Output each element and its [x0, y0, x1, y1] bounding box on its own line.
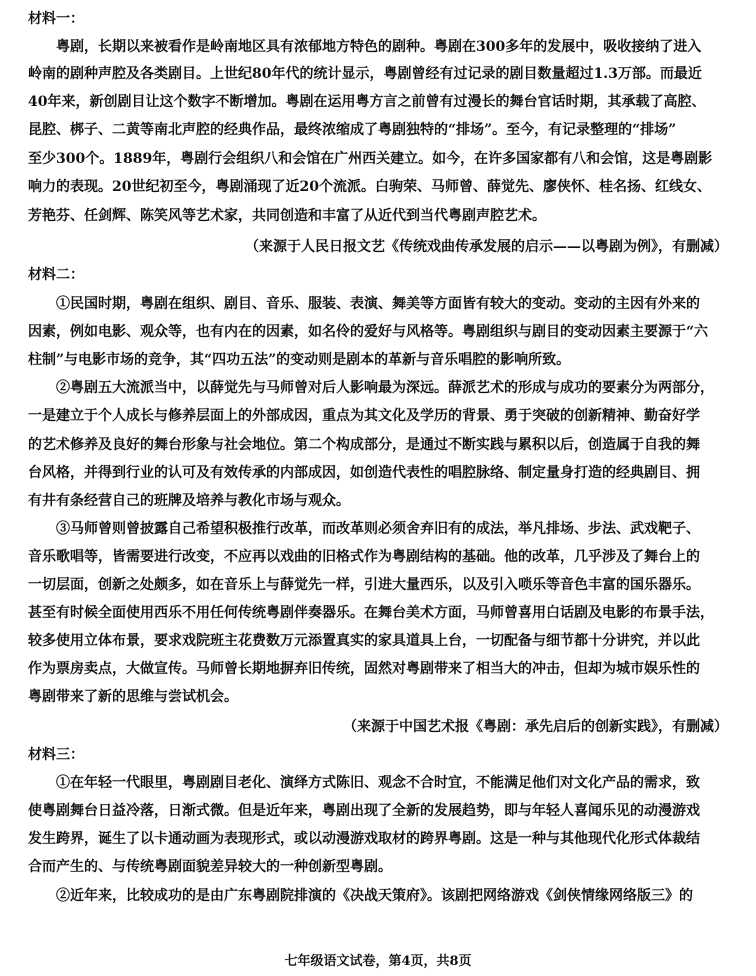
material1-line: 响力的表现。20世纪初至今，粤剧涌现了近20个流派。白驹荣、马师曾、薛觉先、廖侠怀、桂名扬、红线女、 [28, 179, 711, 195]
material1-line: 粤剧，长期以来被看作是岭南地区具有浓郁地方特色的剧种。粤剧在300多年的发展中，吸收接纳了进入 [56, 39, 702, 55]
material1-source: （来源于人民日报文艺《传统戏曲传承发展的启示——以粤剧为例》，有删减） [245, 239, 728, 255]
material2-line: 一切层面，创新之处颇多，如在音乐上与薛觉先一样，引进大量西乐，以及引入唢乐等音色丰富的国乐器乐。 [28, 577, 700, 593]
material2-line: 较多使用立体布景，要求戏院班主花费数万元添置真实的家具道具上台，一切配备与细节都十分讲究，并以此 [28, 633, 700, 649]
material2-line: 粤剧带来了新的思维与尝试机会。 [28, 689, 238, 705]
material3-line: 合而产生的、与传统粤剧面貌差异较大的一种创新型粤剧。 [28, 859, 392, 875]
material3-line: ②近年来，比较成功的是由广东粤剧院排演的《决战天策府》。该剧把网络游戏《剑侠情缘网络版三》的 [56, 888, 693, 904]
material1-line: 芳艳芬、任剑辉、陈笑风等艺术家，共同创造和丰富了从近代到当代粤剧声腔艺术。 [28, 208, 546, 224]
material2-line: ①民国时期，粤剧在组织、剧目、音乐、服装、表演、舞美等方面皆有较大的变动。变动的主因有外来的 [56, 296, 700, 312]
material2-line: 甚至有时候全面使用西乐不用任何传统粤剧伴奏器乐。在舞台美术方面，马师曾喜用白话剧及电影的布景手法， [28, 605, 714, 621]
material1-line: 至少300个。1889年，粤剧行会组织八和会馆在广州西关建立。如今，在许多国家都有八和会馆，这是粤剧影 [28, 151, 713, 167]
material1-line: 岭南的剧种声腔及各类剧目。上世纪80年代的统计显示，粤剧曾经有过记录的剧目数量超过1.3万部。而最近 [28, 66, 702, 82]
material2-line: 有井有条经营自己的班牌及培养与教化市场与观众。 [28, 493, 350, 509]
material2-line: ②粤剧五大流派当中，以薛觉先与马师曾对后人影响最为深远。薛派艺术的形成与成功的要素分为两部分， [56, 380, 714, 396]
material3-line: ①在年轻一代眼里，粤剧剧目老化、演绎方式陈旧、观念不合时宜，不能满足他们对文化产品的需求，致 [56, 775, 700, 791]
material1-heading: 材料一： [28, 11, 84, 27]
material2-line: 柱制”与电影市场的竞争，其“四功五法”的变动则是剧本的革新与音乐唱腔的影响所致。 [28, 352, 571, 368]
material2-heading: 材料二： [28, 267, 84, 283]
material2-line: 音乐歌唱等，皆需要进行改变，不应再以戏曲的旧格式作为粤剧结构的基础。他的改革，几乎涉及了舞台上的 [28, 549, 700, 565]
material2-line: 台风格，并得到行业的认可及有效传承的内部成因，如创造代表性的唱腔脉络、制定量身打造的经典剧目、拥 [28, 465, 700, 481]
material2-line: 作为票房卖点，大做宣传。马师曾长期地摒弃旧传统，固然对粤剧带来了相当大的冲击，但却为城市娱乐性的 [28, 661, 700, 677]
material3-line: 发生跨界，诞生了以卡通动画为表现形式，或以动漫游戏取材的跨界粤剧。这是一种与其他现代化形式体裁结 [28, 831, 700, 847]
material1-line: 40年来，新创剧目让这个数字不断增加。粤剧在运用粤方言之前曾有过漫长的舞台官话时期，其承载了高腔、 [28, 94, 706, 110]
material2-source: （来源于中国艺术报《粤剧：承先启后的创新实践》，有删减） [343, 719, 728, 735]
material2-line: 因素，例如电影、观众等，也有内在的因素，如名伶的爱好与风格等。粤剧组织与剧目的变动因素主要源于“六 [28, 324, 709, 340]
material2-line: ③马师曾则曾披露自己希望积极推行改革，而改革则必须舍弃旧有的成法，举凡排场、步法、武戏靶子、 [56, 521, 700, 537]
material3-line: 使粤剧舞台日益冷落，日渐式微。但是近年来，粤剧出现了全新的发展趋势，即与年轻人喜闻乐见的动漫游戏 [28, 803, 700, 819]
page-footer: 七年级语文试卷，第4页，共8页 [284, 954, 472, 969]
material2-line: 一是建立于个人成长与修养层面上的外部成因，重点为其文化及学历的背景、勇于突破的创新精神、勤奋好学 [28, 408, 700, 424]
material3-heading: 材料三： [28, 747, 84, 763]
material2-line: 的艺术修养及良好的舞台形象与社会地位。第二个构成部分，是通过不断实践与累积以后，创造属于自我的舞 [28, 437, 700, 453]
material1-line: 昆腔、梆子、二黄等南北声腔的经典作品，最终浓缩成了粤剧独特的“排场”。至今，有记录整理的“排场” [28, 122, 677, 138]
